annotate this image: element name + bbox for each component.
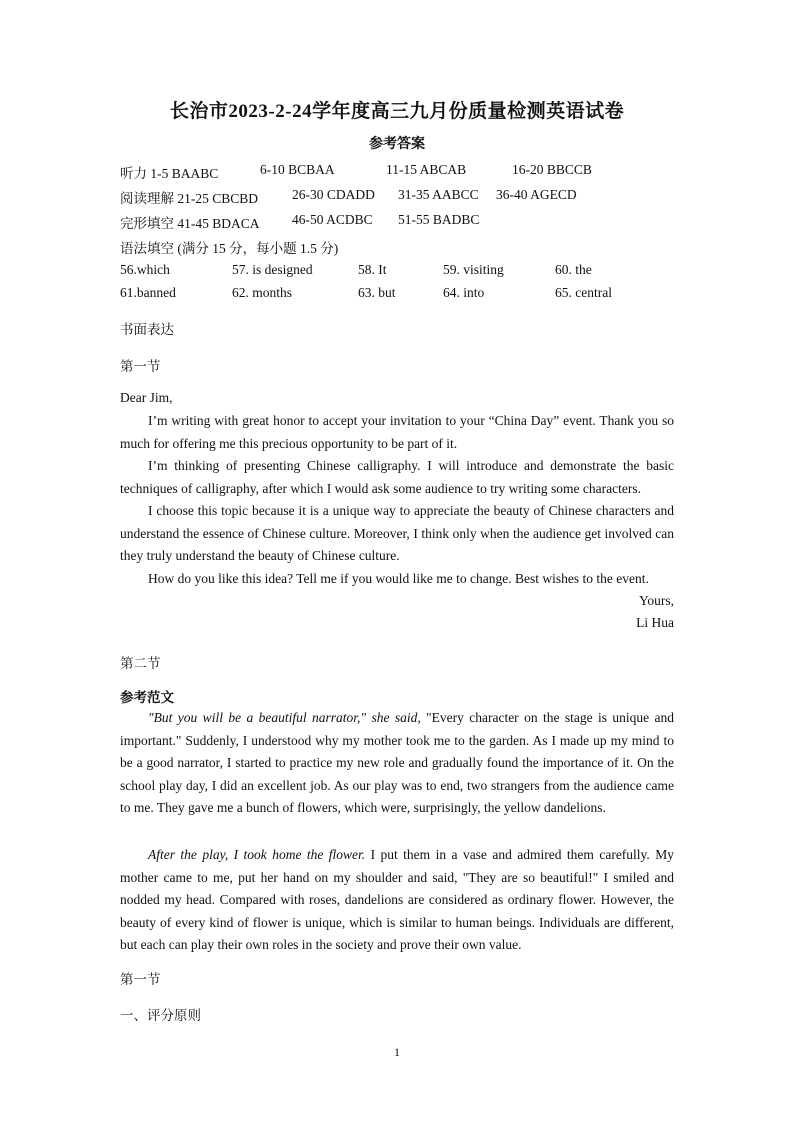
sample-paragraph [120,844,674,957]
writing-heading: 书面表达 [120,322,174,337]
cloze-answers-1: 完形填空 41-45 BDACA [120,216,260,231]
listening-answers-1: 听力 1-5 BAABC [120,166,219,181]
grammar-answer: 59. visiting [443,262,504,277]
reading-answers-3: 31-35 AABCC [398,187,479,202]
listening-answers-4: 16-20 BBCCB [512,162,592,177]
reading-answers-4: 36-40 AGECD [496,187,577,202]
reading-answers-1: 阅读理解 21-25 CBCBD [120,191,259,206]
grammar-answer: 61.banned [120,285,176,300]
sample-paragraph-lead: "But you will be a beautiful narrator," she said, [148,710,421,725]
letter-signature: Li Hua [636,615,674,630]
sample-paragraph [120,707,674,820]
cloze-answers-2: 46-50 ACDBC [292,212,373,227]
sample-paragraph-body: I put them in a vase and admired them carefully. My mother came to me, put her hand on my shoulder and said, "They are so beautiful!" I smiled and nodded my head. Compared with roses, dandelions are considered as ordinary flower. However, the beauty of every kind of flower is unique, which is similar to human beings. Individuals are different, but each can play their own roles in the society and prove their own value. [120,847,674,952]
listening-answers-3: 11-15 ABCAB [386,162,467,177]
letter-paragraph: I’m thinking of presenting Chinese calligraphy. I will introduce and demonstrate the basic techniques of calligraphy, after which I would ask some audience to try writing some characters. [120,458,674,496]
grading-principles-heading: 一、评分原则 [120,1008,201,1023]
sample-paragraph-lead: After the play, I took home the flower. [148,847,366,862]
answer-key-heading: 参考答案 [369,137,425,152]
grammar-answer: 63. but [358,285,396,300]
section-one-heading: 第一节 [120,359,161,374]
sample-essay-heading: 参考范文 [120,690,174,705]
grammar-heading: 语法填空 (满分 15 分，每小题 1.5 分) [120,241,339,256]
grammar-answer: 64. into [443,285,485,300]
listening-answers-2: 6-10 BCBAA [260,162,335,177]
reading-answers-2: 26-30 CDADD [292,187,375,202]
grammar-answer: 60. the [555,262,592,277]
letter-paragraph: I choose this topic because it is a unique way to appreciate the beauty of Chinese characters and understand the essence of Chinese culture. Moreover, I think only when the audience get involved can they truly understand the beauty of Chinese culture. [120,503,674,563]
sample-paragraph-body: "Every character on the stage is unique and important." Suddenly, I understood why my mother took me to the garden. As I made up my mind to be a good narrator, I started to practice my new role and gradually found the importance of it. On the school play day, I did an excellent job. As our play was to end, two strangers from the audience came to me. They gave me a bunch of flowers, which were, surprisingly, the yellow dandelions. [120,710,674,815]
grammar-answer: 62. months [232,285,293,300]
grammar-answer: 56.which [120,262,170,277]
cloze-answers-3: 51-55 BADBC [398,212,480,227]
letter-closing: Yours, [638,593,674,608]
grammar-answer: 65. central [555,285,612,300]
grammar-answer: 57. is designed [232,262,313,277]
page-title: 长治市2023-2-24学年度高三九月份质量检测英语试卷 [169,101,625,122]
section-one-heading-repeat: 第一节 [120,972,161,987]
letter-paragraph: I’m writing with great honor to accept your invitation to your “China Day” event. Thank you so much for offering me this precious opportunity to be part of it. [120,413,674,451]
letter-greeting: Dear Jim, [120,390,173,405]
page-number: 1 [394,1045,400,1059]
section-two-heading: 第二节 [120,656,161,671]
grammar-answer: 58. It [358,262,387,277]
letter-paragraph: How do you like this idea? Tell me if you would like me to change. Best wishes to the event. [148,571,649,586]
